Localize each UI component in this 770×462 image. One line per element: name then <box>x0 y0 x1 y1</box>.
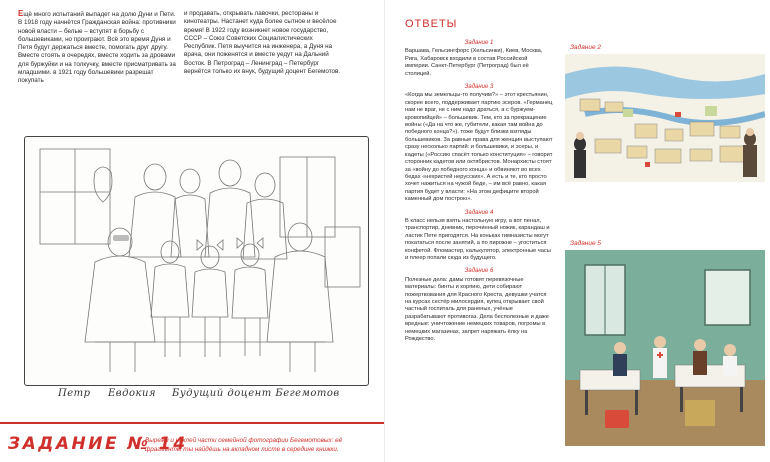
answer-block <box>405 40 553 78</box>
room-interior-illustration-icon <box>565 250 765 446</box>
caption-petr: Петр <box>58 388 91 399</box>
family-photo-sketch-icon <box>25 137 370 387</box>
answer-text: Варшава, Гельсингфорс (Хельсинки), Киев, Москва, Рига, Хабаровск входили в состав Российской империи. Санкт-Петербург (Петроград) был её столицей. <box>405 48 543 77</box>
answer-text: Полезные дела: дамы готовят перевязочные материалы: бинты и корпию, дети собирают пожертвования для Красного Креста, девушки учатся на курсах сестёр милосердия, купец открывает свой частный госпиталь для раненых, учёные разрабатывают противогаз. Дела бесполезные и даже вредные: уничтожение немецких товаров, погромы в немецких магазинах, запрет наряжать ёлку на Рождество. <box>405 276 549 343</box>
picture-label-task-5: Задание 5 <box>570 240 602 247</box>
answers-column <box>405 40 553 349</box>
drop-cap: Е <box>18 9 24 18</box>
answer-block <box>405 210 553 263</box>
task-divider <box>0 422 385 424</box>
caption-evdokia: Евдокия <box>108 388 157 399</box>
answer-heading: Задание 4 <box>464 209 494 216</box>
answer-heading: Задание 6 <box>464 268 494 275</box>
answer-text: «Когда мы земельцы-то получим?» – этот крестьянин, скорее всего, поддерживает партию эсеров. «Германец нам не враг, не с ним надо драться, а с буржуем-кровопийцей» – большевик. Тем, кто за прекращение войны («Да на что же, губители, какая там война до победного конца?»), тоже будут близки взгляды большевиков. За равные права для женщин выступают сразу несколько партий: и большевики, и эсеры, и кадеты («Россию спасёт только конституция» – говорит сторонник кадетов или октябристов. Монархисты стоят за «войну до победного конца» и обвиняют во всех бедах «нехристей нерусских». А есть и те, кто просто хочет нажиться на чужой беде, – им всё равно, какая партия будет у власти: «На этом дефиците второй каменный дом построю». <box>405 92 553 203</box>
family-photo-frame <box>24 136 369 386</box>
answer-text: В класс нельзя взять настольную игру, а вот пенал, транспортир, дневник, перочинный ножик, карандаш и ластик Пете пригодятся. На коньках гимназисты могут покататься после занятий, а по пирожне – угоститься конфетой. Фломастер, калькулятор, электронные часы и плеер попали сюда из будущего. <box>405 217 551 261</box>
answer-heading: Задание 1 <box>464 40 494 46</box>
right-page <box>385 0 770 462</box>
task-instructions: Вырежи и наклей части семейной фотографии Бегемотовых: её фрагменты ты найдёшь на вкладном листе в середине книжки. <box>145 437 343 453</box>
intro-column-1 <box>18 10 176 86</box>
answer-heading: Задание 3 <box>464 84 494 91</box>
city-map-illustration-icon <box>565 54 765 182</box>
intro-text-1: щё много испытаний выпадет на долю Дуни и Пети. В 1918 году начнётся Гражданская война: противники новой власти – белые – вступят в борьбу с большевиками, но проиграют. Всё это время Дуня и Петя будут держаться вместе, помогать друг другу. Вместе стоять в очередях, вместе ходить за дровами для буржуйки и на толкучку, вместе присматривать за младшими. в 1921 году большевики разрешат покупать <box>18 11 176 85</box>
answer-block <box>405 84 553 204</box>
intro-text-2: и продавать, открывать лавочки, рестораны и кинотеатры. Настанет куда более сытное и весёлое время! В 1922 году возникнет новое государство, СССР – Союз Советских Социалистических Республик. Петя выучится на инженера, а Дуня на врача, они поженятся и вместе уедут на Дальний Восток. В Петроград – Ленинград – Петербург вернётся только их внук, будущий доцент Бегемотов. <box>184 10 341 76</box>
task-bar <box>0 418 385 462</box>
intro-column-2 <box>184 10 344 76</box>
answers-title: ОТВЕТЫ <box>405 18 458 30</box>
answer-block <box>405 268 553 343</box>
task-title: ЗАДАНИЕ № 14 <box>8 434 188 454</box>
picture-label-task-2: Задание 2 <box>570 44 602 51</box>
caption-begemotov: Будущий доцент Бегемотов <box>172 388 340 399</box>
